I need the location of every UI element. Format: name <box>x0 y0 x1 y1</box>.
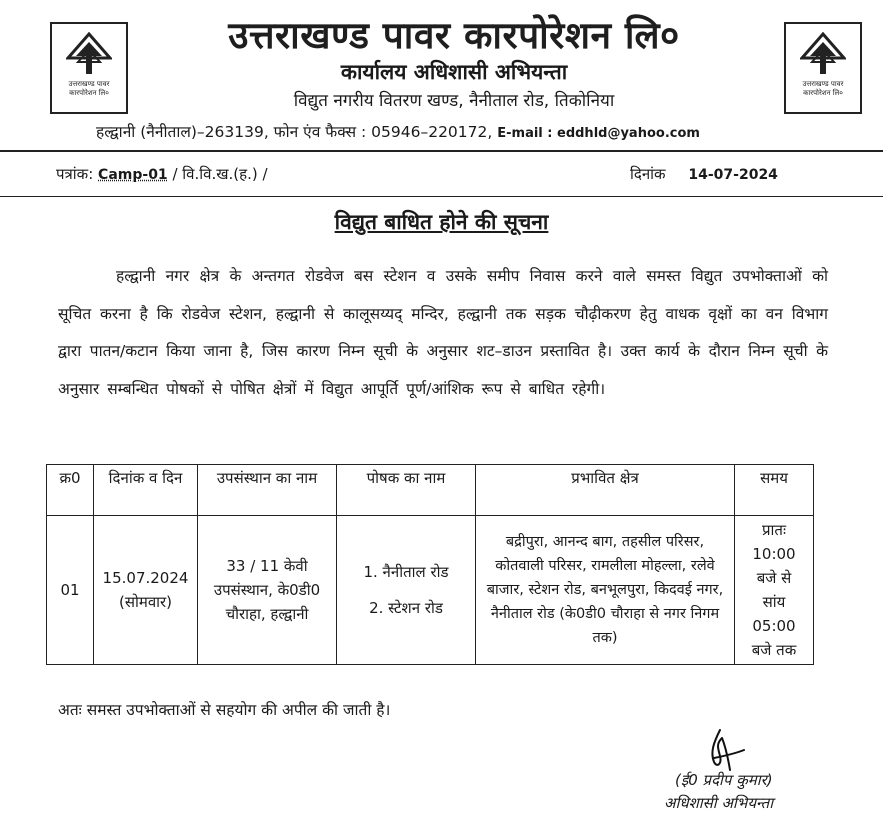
notice-body: हल्द्वानी नगर क्षेत्र के अन्तगत रोडवेज बस स्टेशन व उसके समीप निवास करने वाले समस्त विद्युत उपभोक्ताओं को सूचित करना है कि रोडवेज स्टेशन, हल्द्वानी से कालूसय्यद् मन्दिर, हल्द्वानी तक सड़क चौढ़ीकरण हेतु वाधक वृक्षों का वन विभाग द्वारा पातन/कटान किया जाना है, जिस कारण निम्न सूची के अनुसार शट–डाउन प्रस्तावित है। उक्त कार्य के दौरान निम्न सूची के अनुसार सम्बन्धित पोषकों से पोषित क्षेत्रों में विद्युत आपूर्ति पूर्ण/आंशिक रूप से बाधित रहेगी। <box>58 267 828 398</box>
date-value: 14-07-2024 <box>688 167 778 183</box>
cell-substation: 33 / 11 केवी उपसंस्थान, के0डी0 चौराहा, हल्द्वानी <box>198 516 337 665</box>
header-serial: क्र0 <box>47 465 94 516</box>
shutdown-schedule-table <box>46 464 814 665</box>
cell-affected-area: बद्रीपुरा, आनन्द बाग, तहसील परिसर, कोतवाली परिसर, रामलीला मोहल्ला, रलेवे बाजार, स्टेशन रोड, बनभूलपुरा, किदवई नगर, नैनीताल रोड (के0डी0 चौराहा से नगर निगम तक) <box>476 516 735 665</box>
handwritten-signature <box>700 728 750 774</box>
header-divider <box>0 150 883 152</box>
organization-name: उत्तराखण्ड पावर कारपोरेशन लि० <box>228 13 680 57</box>
date-label: दिनांक <box>630 165 666 183</box>
office-title: कार्यालय अधिशासी अभियन्ता <box>340 60 568 84</box>
cell-time <box>735 516 814 665</box>
signatory-name: (ई0 प्रदीप कुमार) <box>675 771 773 789</box>
upcl-logo-right <box>784 22 862 114</box>
time-line: 10:00 <box>752 545 796 563</box>
cell-date <box>94 516 198 665</box>
email-address: E-mail : eddhld@yahoo.com <box>497 126 700 141</box>
header-date: दिनांक व दिन <box>94 465 198 516</box>
reference-label: पत्रांक: <box>56 165 94 183</box>
header-time: समय <box>735 465 814 516</box>
logo-caption-right: उत्तराखण्ड पावर कारपोरेशन लि० <box>802 80 844 97</box>
division-address: विद्युत नगरीय वितरण खण्ड, नैनीताल रोड, तिकोनिया <box>293 91 615 111</box>
mountain-tree-icon <box>800 32 846 78</box>
reference-divider <box>0 196 883 197</box>
header-affected-area: प्रभावित क्षेत्र <box>476 465 735 516</box>
cell-date-value: 15.07.2024 <box>102 569 189 587</box>
signatory-designation: अधिशासी अभियन्ता <box>664 794 774 812</box>
time-line: प्रातः <box>761 521 786 539</box>
time-line: 05:00 <box>752 617 796 635</box>
mountain-tree-icon <box>66 32 112 78</box>
table-row <box>47 516 814 665</box>
cell-day: (सोमवार) <box>118 593 173 611</box>
table-header-row <box>47 465 814 516</box>
cell-serial: 01 <box>47 516 94 665</box>
time-line: सांय <box>762 593 786 611</box>
header-feeder: पोषक का नाम <box>337 465 476 516</box>
upcl-logo-left <box>50 22 128 114</box>
reference-number <box>56 164 268 184</box>
logo-caption-left: उत्तराखण्ड पावर कारपोरेशन लि० <box>68 80 110 97</box>
letter-date <box>630 164 778 184</box>
time-line: बजे से <box>756 569 792 587</box>
time-line: बजे तक <box>751 641 797 659</box>
feeder-item: 1. नैनीताल रोड <box>363 563 449 581</box>
address-phone: हल्द्वानी (नैनीताल)–263139, फोन एंव फैक्स : 05946–220172, <box>96 123 493 141</box>
feeder-item: 2. स्टेशन रोड <box>369 599 443 617</box>
header-substation: उपसंस्थान का नाम <box>198 465 337 516</box>
camp-number: Camp-01 <box>98 167 168 183</box>
notice-subject: विद्युत बाधित होने की सूचना <box>334 210 549 234</box>
reference-suffix: / वि.वि.ख.(ह.) / <box>172 165 268 183</box>
contact-line <box>96 120 836 142</box>
cell-feeders <box>337 516 476 665</box>
closing-appeal: अतः समस्त उपभोक्ताओं से सहयोग की अपील की जाती है। <box>58 701 391 719</box>
